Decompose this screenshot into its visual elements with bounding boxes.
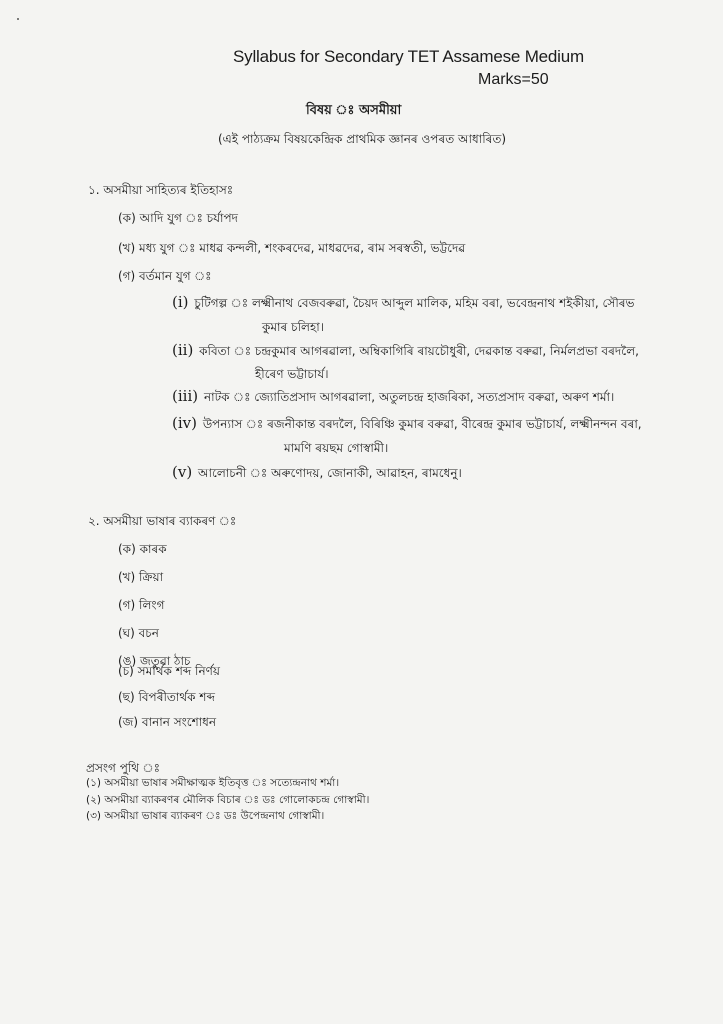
syllabus-note: (এই পাঠ্যক্ৰম বিষয়কেন্দ্ৰিক প্ৰাথমিক জ্ঞানৰ ওপৰত আধাৰিত)	[218, 132, 507, 146]
section-1-item: (ক) আদি যুগ ঃ চৰ্যাপদ	[118, 211, 238, 225]
entry-text: চুটিগল্প ঃ লক্ষ্মীনাথ বেজবৰুৱা, চৈয়দ আব্দুল মালিক, মহিম বৰা, ভবেন্দ্ৰনাথ শইকীয়া, সৌৰভ	[194, 296, 635, 310]
marks-label: Marks=50	[478, 71, 549, 88]
modern-era-entry	[172, 463, 462, 485]
modern-era-entry	[172, 414, 642, 436]
reference-item: (২) অসমীয়া ব্যাকৰণৰ মৌলিক বিচাৰ ঃ ডঃ গোলোকচন্দ্ৰ গোস্বামী।	[86, 794, 370, 806]
entry-number: (iv)	[172, 414, 197, 432]
entry-number: (i)	[172, 293, 189, 311]
document-title: Syllabus for Secondary TET Assamese Medium	[233, 47, 584, 66]
section-2-heading: ২. অসমীয়া ভাষাৰ ব্যাকৰণ ঃ	[88, 514, 237, 528]
grammar-topic: (ঘ) বচন	[118, 626, 159, 640]
grammar-topic: (জ) বানান সংশোধন	[118, 715, 217, 729]
entry-continuation: মামণি ৰয়ছম গোস্বামী।	[284, 441, 389, 455]
section-1-item: (খ) মধ্য যুগ ঃ মাধৱ কন্দলী, শংকৰদেৱ, মাধৱদেৱ, ৰাম সৰস্বতী, ভট্টদেৱ	[118, 241, 466, 255]
references-heading: প্ৰসংগ পুথি ঃ	[86, 761, 161, 775]
scan-speck	[17, 18, 19, 20]
modern-era-entry	[172, 293, 634, 315]
grammar-topic: (চ) সমাৰ্থক শব্দ নিৰ্ণয়	[118, 664, 220, 678]
entry-text: আলোচনী ঃ অৰুণোদয়, জোনাকী, আৱাহন, ৰামধেনু।	[198, 466, 462, 480]
reference-item: (৩) অসমীয়া ভাষাৰ ব্যাকৰণ ঃ ডঃ উপেন্দ্ৰনাথ গোস্বামী।	[86, 810, 325, 822]
modern-era-entry	[172, 341, 639, 363]
entry-number: (ii)	[172, 341, 194, 359]
modern-era-entry	[172, 387, 614, 409]
section-1-item: (গ) বৰ্তমান যুগ ঃ	[118, 269, 212, 283]
grammar-topic: (গ) লিংগ	[118, 598, 165, 612]
grammar-topic: (ঙ) জতুৱা ঠাচ	[118, 654, 191, 668]
section-1-heading: ১. অসমীয়া সাহিত্যৰ ইতিহাসঃ	[88, 183, 234, 197]
reference-item: (১) অসমীয়া ভাষাৰ সমীক্ষাত্মক ইতিবৃত্ত ঃ সত্যেন্দ্ৰনাথ শৰ্মা।	[86, 777, 340, 789]
grammar-topic: (ক) কাৰক	[118, 542, 167, 556]
entry-continuation: কুমাৰ চলিহা।	[262, 320, 325, 334]
subject-heading: বিষয় ঃ অসমীয়া	[306, 103, 402, 118]
entry-continuation: হীৰেণ ভট্টাচাৰ্য।	[255, 367, 329, 381]
entry-text: উপন্যাস ঃ ৰজনীকান্ত বৰদলৈ, বিৰিঞ্চি কুমাৰ বৰুৱা, বীৰেন্দ্ৰ কুমাৰ ভট্টাচাৰ্য, লক্ষ্মীনন্দন বৰা,	[202, 417, 642, 431]
entry-text: নাটক ঃ জ্যোতিপ্ৰসাদ আগৰৱালা, অতুলচন্দ্ৰ হাজৰিকা, সত্যপ্ৰসাদ বৰুৱা, অৰুণ শৰ্মা।	[203, 390, 615, 404]
entry-number: (v)	[172, 463, 193, 481]
grammar-topic: (ছ) বিপৰীতাৰ্থক শব্দ	[118, 690, 215, 704]
entry-number: (iii)	[172, 387, 199, 405]
entry-text: কবিতা ঃ চন্দ্ৰকুমাৰ আগৰৱালা, অম্বিকাগিৰি ৰায়চৌধুৰী, দেৱকান্ত বৰুৱা, নিৰ্মলপ্ৰভা বৰদলৈ,	[199, 344, 639, 358]
grammar-topic: (খ) ক্ৰিয়া	[118, 570, 164, 584]
